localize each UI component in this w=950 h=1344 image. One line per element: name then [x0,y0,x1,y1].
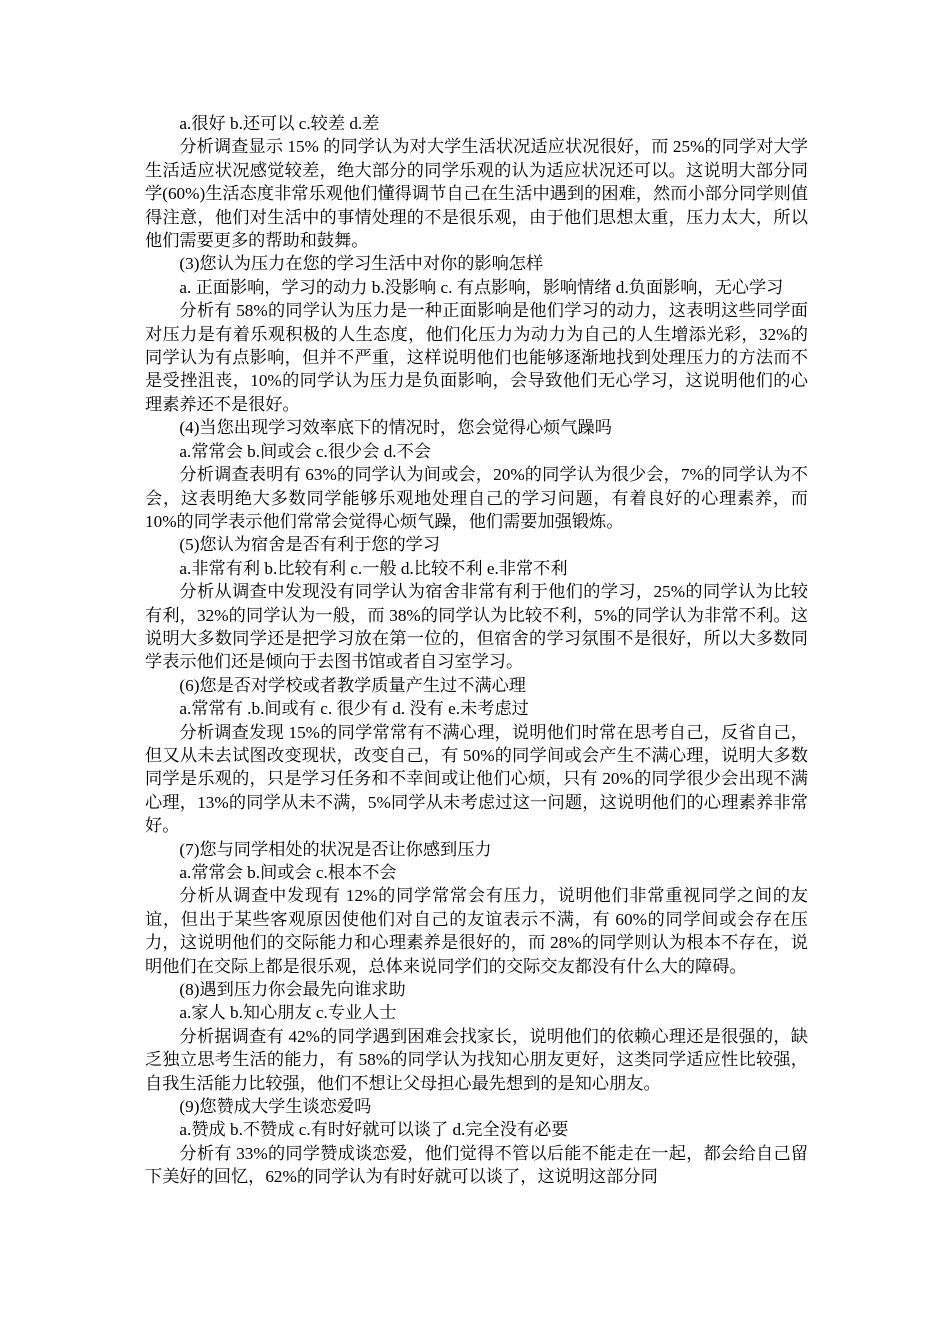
analysis-paragraph: 分析有 58%的同学认为压力是一种正面影响是他们学习的动力，这表明这些同学面对压力是有着乐观积极的人生态度，他们化压力为动力为自己的人生增添光彩，32%的同学认为有点影响，但并不严重，这样说明他们也能够逐渐地找到处理压力的方法而不是受挫沮丧，10%的同学认为压力是负面影响，会导致他们无心学习，这说明他们的心理素养还不是很好。 [145,301,808,414]
question-heading: (9)您赞成大学生谈恋爱吗 [179,1097,372,1117]
answer-options-paragraph: a. 正面影响，学习的动力 b.没影响 c. 有点影响，影响情绪 d.负面影响，无心学习 [179,277,784,297]
answer-options-paragraph: a.常常有 .b.间或有 c. 很少有 d. 没有 e.未考虑过 [179,699,529,719]
analysis-paragraph: 分析调查显示 15% 的同学认为对大学生活状况适应状况很好，而 25%的同学对大学生活适应状况感觉较差，绝大部分的同学乐观的认为适应状况还可以。这说明大部分同学(60%)生活态度非常乐观他们懂得调节自己在生活中遇到的困难，然而小部分同学则值得注意，他们对生活中的事情处理的不是很乐观，由于他们思想太重，压力太大，所以他们需要更多的帮助和鼓舞。 [145,137,808,251]
analysis-paragraph: 分析有 33%的同学赞成谈恋爱，他们觉得不管以后能不能走在一起，都会给自己留下美好的回忆，62%的同学认为有时好就可以谈了，这说明这部分同 [145,1143,808,1187]
analysis-paragraph: 分析从调查中发现没有同学认为宿舍非常有利于他们的学习，25%的同学认为比较有利，32%的同学认为一般，而 38%的同学认为比较不利，5%的同学认为非常不利。这说明大多数同学还是把学习放在第一位的，但宿舍的学习氛围不是很好，所以大多数同学表示他们还是倾向于去图书馆或者自习室学习。 [145,582,808,672]
answer-options-paragraph: a.常常会 b.间或会 c.很少会 d.不会 [179,441,431,461]
analysis-paragraph: 分析从调查中发现有 12%的同学常常会有压力，说明他们非常重视同学之间的友谊，但出于某些客观原因使他们对自己的友谊表示不满，有 60%的同学间或会存在压力，这说明他们的交际能力和心理素养是很好的，而 28%的同学则认为根本不存在，说明他们在交际上都是很乐观，总体来说同学们的交际交友都没有什么大的障碍。 [145,886,808,976]
analysis-paragraph: 分析调查发现 15%的同学常常有不满心理，说明他们时常在思考自己，反省自己，但又从未去试图改变现状，改变自己，有 50%的同学间或会产生不满心理，说明大多数同学是乐观的，只是学习任务和不幸间或让他们心烦，只有 20%的同学很少会出现不满心理，13%的同学从未不满，5%同学从未考虑过这一问题，这说明他们的心理素养非常好。 [145,722,808,836]
question-heading: (5)您认为宿舍是否有利于您的学习 [179,535,441,555]
question-heading: (3)您认为压力在您的学习生活中对你的影响怎样 [179,254,544,274]
answer-options-paragraph: a.常常会 b.间或会 c.根本不会 [179,863,397,882]
question-heading: (4)当您出现学习效率底下的情况时，您会觉得心烦气躁吗 [179,418,612,438]
document-body [145,112,808,1189]
answer-options-paragraph: a.家人 b.知心朋友 c.专业人士 [179,1003,397,1023]
analysis-paragraph: 分析据调查有 42%的同学遇到困难会找家长，说明他们的依赖心理还是很强的，缺乏独立思考生活的能力，有 58%的同学认为找知心朋友更好，这类同学适应性比较强，自我生活能力比较强，他们不想让父母担心最先想到的是知心朋友。 [145,1026,808,1093]
answer-options-paragraph: a.非常有利 b.比较有利 c.一般 d.比较不利 e.非常不利 [179,558,568,578]
answer-options-paragraph: a.赞成 b.不赞成 c.有时好就可以谈了 d.完全没有必要 [179,1120,569,1140]
answer-options-paragraph: a.很好 b.还可以 c.较差 d.差 [179,114,380,133]
analysis-paragraph: 分析调查表明有 63%的同学认为间或会，20%的同学认为很少会，7%的同学认为不会，这表明绝大多数同学能够乐观地处理自己的学习问题，有着良好的心理素养，而 10%的同学表示他们常常会觉得心烦气躁，他们需要加强锻炼。 [145,465,808,531]
question-heading: (7)您与同学相处的状况是否让你感到压力 [179,839,492,859]
question-heading: (6)您是否对学校或者教学质量产生过不满心理 [179,675,526,695]
question-heading: (8)遇到压力你会最先向谁求助 [179,980,406,1000]
